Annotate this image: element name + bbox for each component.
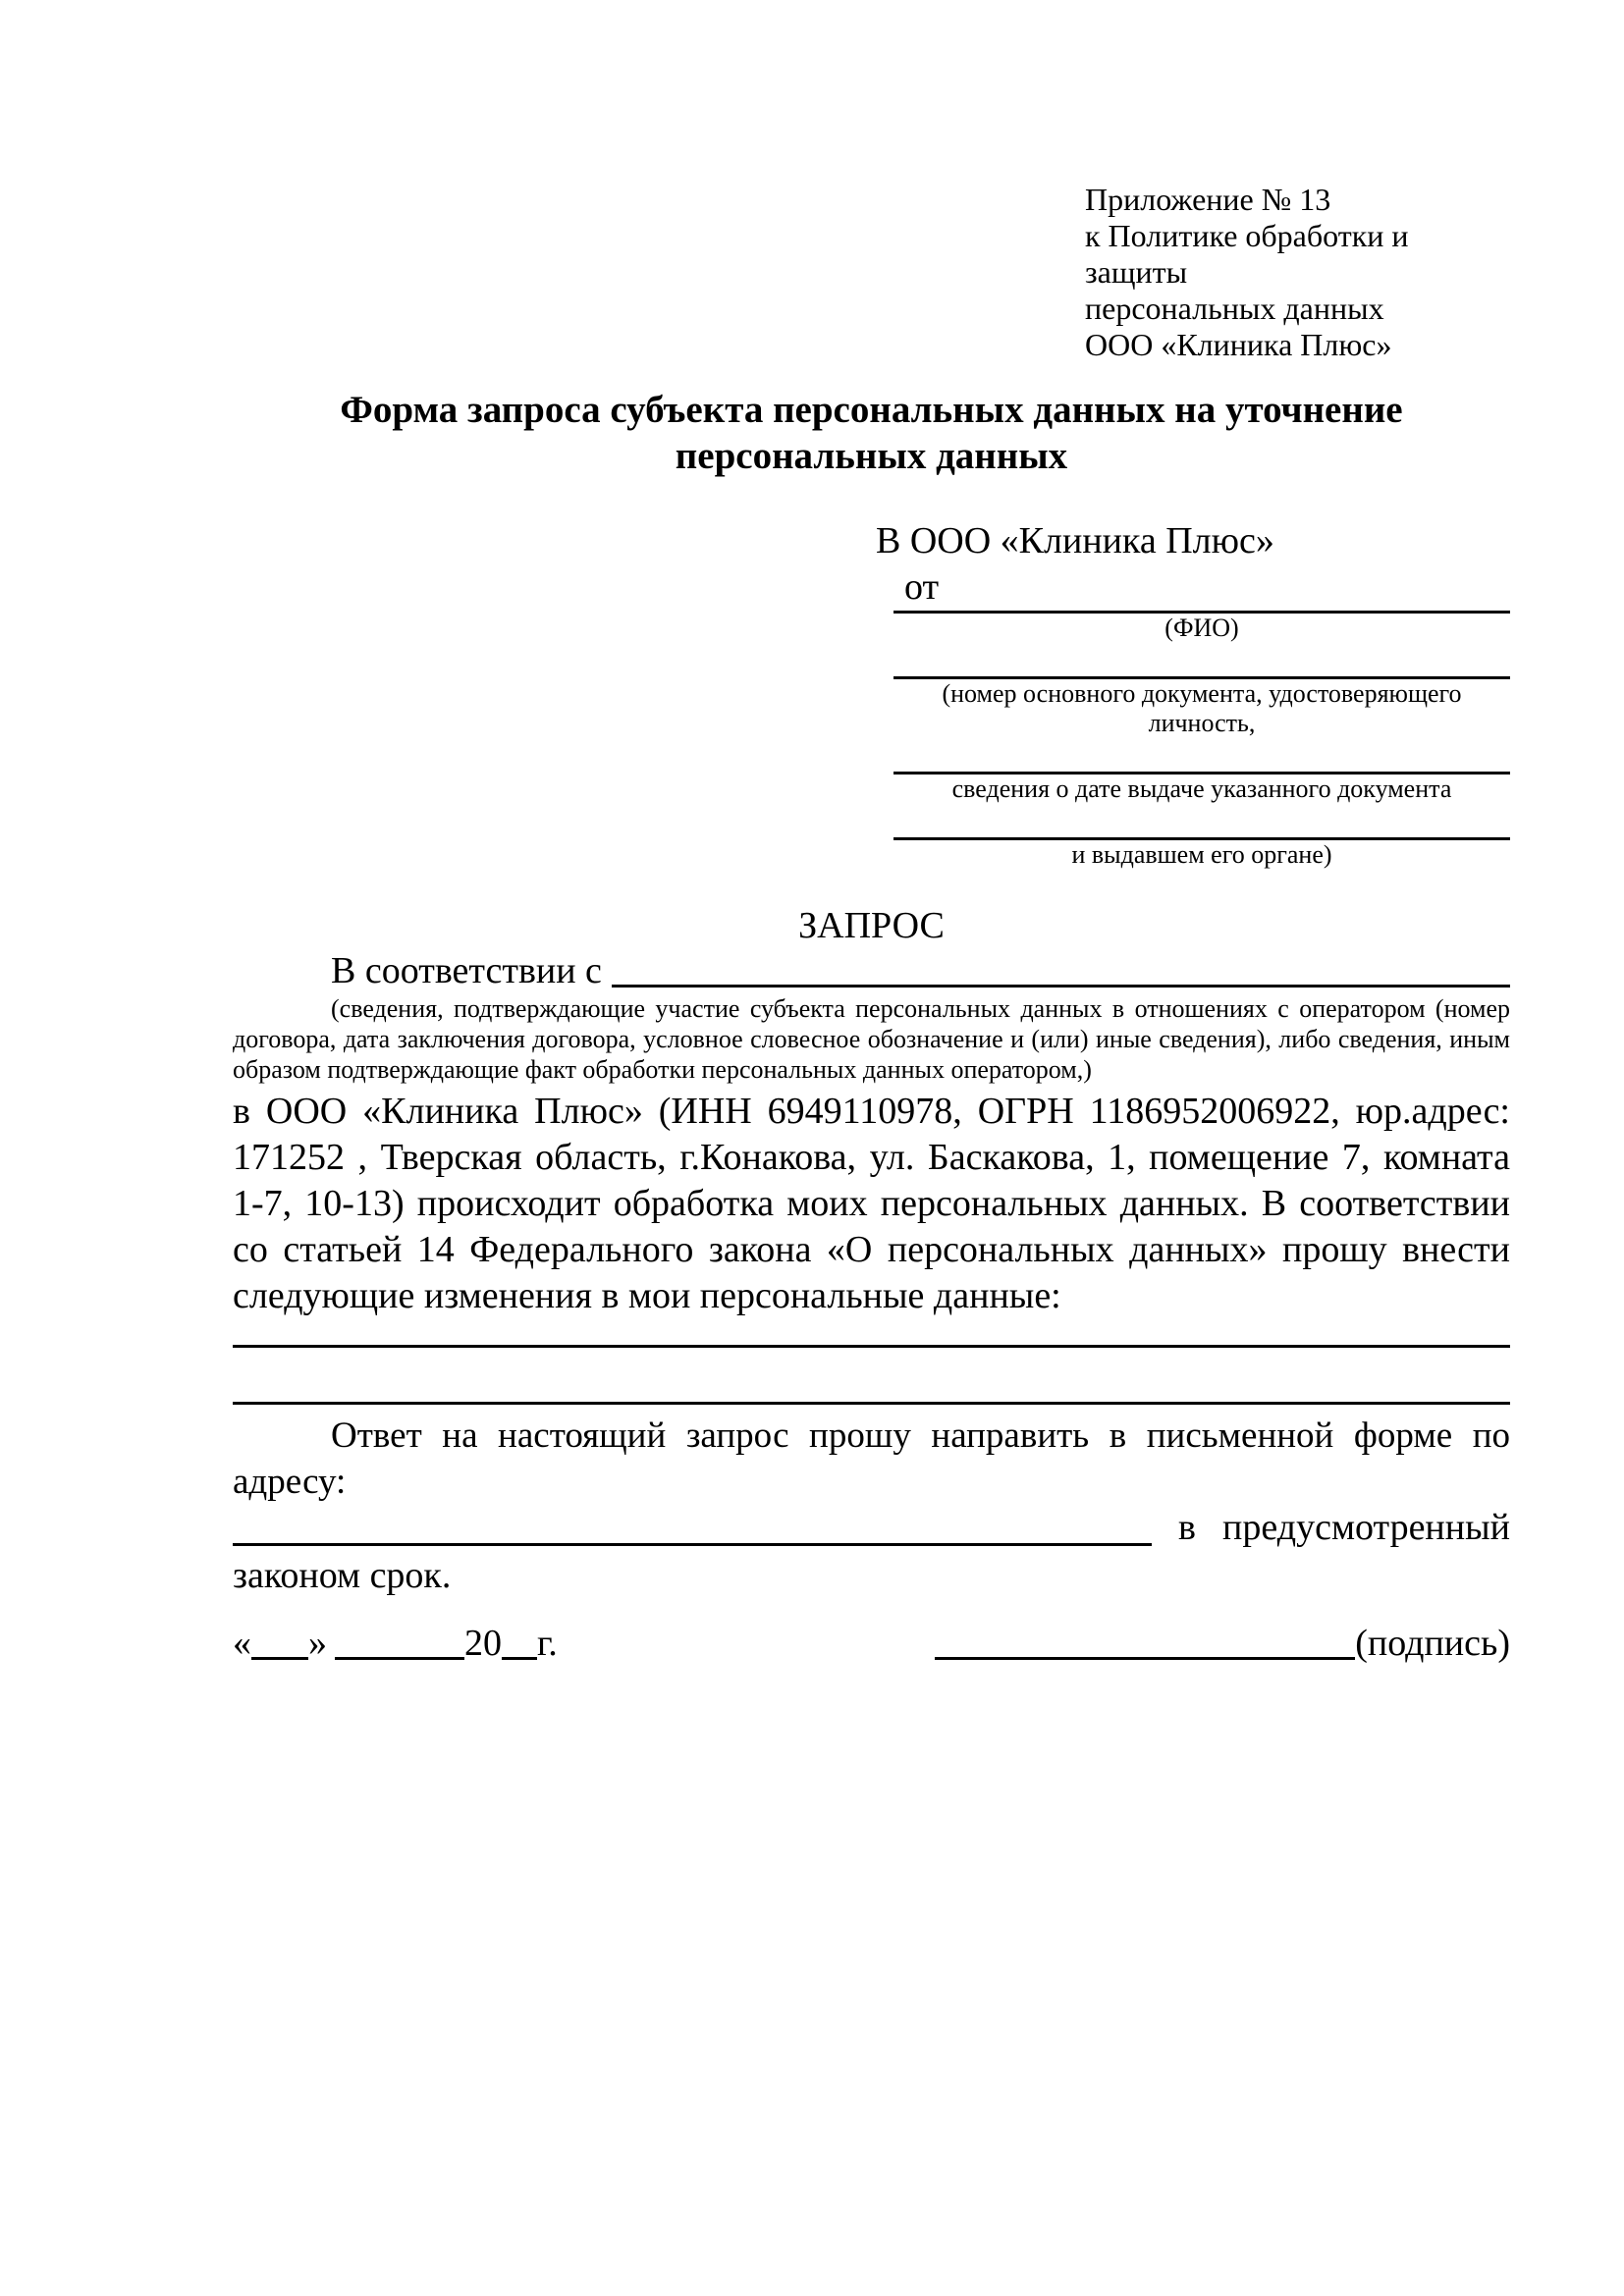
date-quote-open: « (233, 1623, 251, 1664)
signature-group (935, 1621, 1510, 1667)
date-group (233, 1621, 558, 1667)
date-year-blank[interactable] (502, 1628, 537, 1660)
annex-note-line: персональных данных (1085, 291, 1384, 326)
annex-note (1085, 182, 1510, 363)
annex-note-line: к Политике обработки и защиты (1085, 218, 1409, 290)
addressee-from-label: от (904, 566, 940, 608)
signature-row (233, 1621, 1510, 1667)
intro-line (233, 949, 1510, 992)
date-quote-close: » (308, 1623, 327, 1664)
caption-issue-date: сведения о дате выдаче указанного документа (951, 774, 1452, 803)
reply-tail-word: предусмотренный (1222, 1507, 1510, 1548)
date-month-blank[interactable] (335, 1628, 464, 1660)
reply-end-text: законом срок. (233, 1555, 452, 1596)
date-year-prefix: 20 (464, 1623, 502, 1664)
signature-field-line[interactable] (935, 1628, 1355, 1660)
footnote-text: (сведения, подтверждающие участие субъекта персональных данных в отношениях с оператором (номер договора, дата заключения договора, условное словесное обозначение и (или) иные сведения), либо сведения, иным образом подтверждающие факт обработки персональных данных оператором,) (233, 994, 1510, 1084)
document-content (233, 0, 1510, 1667)
changes-field-line-2[interactable] (233, 1402, 1510, 1405)
date-day-blank[interactable] (251, 1628, 308, 1660)
reply-address-row (233, 1505, 1510, 1551)
caption-fio: (ФИО) (1164, 614, 1239, 642)
document-title-line: персональных данных (675, 435, 1068, 477)
document-title-line: Форма запроса субъекта персональных данных на уточнение (340, 389, 1403, 431)
date-year-suffix: г. (537, 1623, 558, 1664)
signature-caption: (подпись) (1355, 1623, 1510, 1664)
body-paragraph: в ООО «Клиника Плюс» (ИНН 6949110978, ОГРН 1186952006922, юр.адрес: 171252 , Тверская область, г.Конакова, ул. Баскакова, 1, помещение 7, комната 1-7, 10-13) происходит обработка моих персональных данных. В соответствии со статьей 14 Федерального закона «О персональных данных» прошу внести следующие изменения в мои персональные данные: (233, 1091, 1510, 1316)
intro-text: В соответствии с (331, 950, 602, 991)
annex-note-line: Приложение № 13 (1085, 182, 1331, 217)
request-heading: ЗАПРОС (798, 905, 945, 946)
reply-tail-word: в (1178, 1507, 1196, 1548)
caption-issuing-authority: и выдавшем его органе) (1071, 840, 1332, 869)
reply-address-field-line[interactable] (233, 1543, 1152, 1546)
document-title (233, 387, 1510, 479)
changes-field-line-1[interactable] (233, 1345, 1510, 1348)
caption-identity-document: (номер основного документа, удостоверяющего личность, (942, 679, 1462, 737)
intro-fill-line[interactable] (612, 985, 1510, 988)
reply-paragraph: Ответ на настоящий запрос прошу направить в письменной форме по адресу: (233, 1415, 1510, 1502)
addressee-to: В ООО «Клиника Плюс» (876, 520, 1274, 561)
annex-note-line: ООО «Клиника Плюс» (1085, 327, 1392, 362)
